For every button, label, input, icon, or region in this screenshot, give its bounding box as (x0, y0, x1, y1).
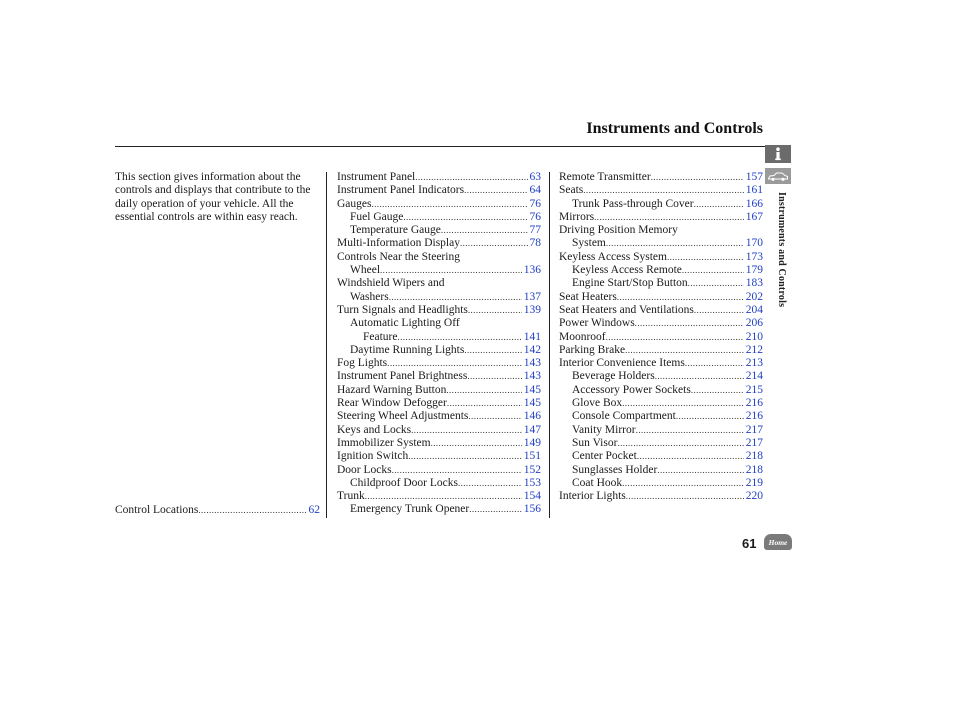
dot-leader (464, 344, 521, 357)
column-divider (549, 172, 550, 518)
toc-entry[interactable] (337, 477, 541, 490)
toc-entry-page-link[interactable]: 220 (745, 490, 763, 503)
dot-leader (392, 464, 522, 477)
toc-entry[interactable] (337, 344, 541, 357)
control-locations-entry[interactable] (115, 504, 320, 517)
toc-entry-label: Ignition Switch (337, 450, 409, 463)
toc-entry-page-link[interactable]: 206 (745, 317, 763, 330)
dot-leader (694, 198, 744, 211)
toc-entry[interactable] (559, 291, 763, 304)
toc-entry-label: Trunk (337, 490, 365, 503)
toc-entry-page-link[interactable]: 157 (745, 171, 763, 183)
dot-leader (468, 410, 521, 423)
toc-entry[interactable] (559, 304, 763, 317)
dot-leader (626, 490, 744, 503)
dot-leader (688, 277, 744, 290)
dot-leader (651, 171, 744, 184)
toc-entry-page-link[interactable]: 154 (523, 490, 541, 503)
toc-entry[interactable] (559, 370, 763, 383)
toc-entry-page-link[interactable]: 77 (529, 224, 541, 237)
toc-entry-label: Interior Convenience Items (559, 357, 685, 370)
toc-entry-label: Keyless Access System (559, 250, 667, 263)
toc-entry[interactable] (337, 264, 541, 277)
toc-entry-page-link[interactable]: 173 (745, 250, 763, 263)
toc-entry[interactable] (559, 317, 763, 330)
toc-entry-label: Feature (363, 330, 398, 343)
toc-entry-label: Washers (350, 290, 389, 303)
toc-entry-label: Instrument Panel (337, 171, 416, 183)
toc-entry (337, 277, 541, 290)
toc-entry[interactable] (337, 384, 541, 397)
toc-entry[interactable] (337, 357, 541, 370)
toc-entry-page-link[interactable]: 142 (523, 343, 541, 356)
toc-entry-label: Seat Heaters (559, 290, 617, 303)
toc-entry[interactable] (559, 211, 763, 224)
toc-entry[interactable] (559, 357, 763, 370)
toc-entry[interactable] (337, 370, 541, 383)
toc-entry[interactable] (559, 397, 763, 410)
toc-entry[interactable] (559, 184, 763, 197)
toc-entry-page-link[interactable]: 214 (745, 370, 763, 383)
toc-entry-label: Vanity Mirror (572, 423, 636, 436)
toc-entry-label: Immobilizer System (337, 436, 431, 449)
dot-leader (606, 237, 744, 250)
toc-entry-page-link[interactable]: 216 (745, 410, 763, 423)
toc-entry-page-link[interactable]: 216 (745, 397, 763, 410)
toc-entry-label: Instrument Panel Indicators (337, 184, 465, 197)
entry-label: Control Locations (115, 504, 199, 516)
toc-entry-page-link[interactable]: 179 (745, 264, 763, 277)
toc-entry-page-link[interactable]: 145 (523, 383, 541, 396)
toc-entry-page-link[interactable]: 76 (529, 210, 541, 223)
side-tab-label: Instruments and Controls (776, 192, 787, 308)
toc-entry-label: Keyless Access Remote (572, 264, 682, 277)
toc-entry-label: Sun Visor (572, 436, 618, 449)
toc-entry-page-link[interactable]: 204 (745, 303, 763, 316)
dot-leader (594, 211, 744, 224)
toc-entry[interactable] (337, 224, 541, 237)
toc-entry-page-link[interactable]: 136 (523, 264, 541, 277)
toc-entry-label: Childproof Door Locks (350, 476, 458, 489)
toc-entry[interactable] (559, 171, 763, 184)
toc-entry-page-link[interactable]: 167 (745, 210, 763, 223)
toc-entry-label: Steering Wheel Adjustments (337, 410, 469, 423)
toc-entry-page-link[interactable]: 217 (745, 436, 763, 449)
toc-entry-label: Parking Brake (559, 343, 626, 356)
toc-entry[interactable] (337, 198, 541, 211)
dot-leader (617, 291, 744, 304)
toc-entry[interactable] (337, 464, 541, 477)
dot-leader (691, 384, 744, 397)
toc-entry[interactable] (337, 304, 541, 317)
car-tab[interactable] (765, 168, 791, 184)
toc-entry-page-link[interactable]: 161 (745, 184, 763, 197)
toc-entry-page-link[interactable]: 218 (745, 463, 763, 476)
toc-entry[interactable] (337, 171, 541, 184)
toc-entry-page-link[interactable]: 202 (745, 290, 763, 303)
toc-entry[interactable] (559, 344, 763, 357)
toc-entry[interactable] (559, 251, 763, 264)
dot-leader (447, 397, 522, 410)
title-rule (115, 146, 791, 147)
dot-leader (468, 304, 522, 317)
toc-entry-label: Keys and Locks (337, 423, 412, 436)
dot-leader (387, 357, 522, 370)
toc-entry[interactable] (337, 237, 541, 250)
toc-entry[interactable] (337, 450, 541, 463)
dot-leader (583, 184, 743, 197)
toc-entry-label: Automatic Lighting Off (350, 317, 460, 330)
info-icon (773, 147, 783, 161)
dot-leader (431, 437, 522, 450)
dot-leader (411, 424, 522, 437)
dot-leader (625, 344, 744, 357)
dot-leader (403, 211, 527, 224)
toc-entry-label: Driving Position Memory (559, 224, 678, 237)
toc-entry-page-link[interactable]: 212 (745, 343, 763, 356)
toc-entry-page-link[interactable]: 217 (745, 423, 763, 436)
dot-leader (467, 370, 521, 383)
toc-entry-label: Controls Near the Steering (337, 250, 460, 263)
toc-entry[interactable] (337, 211, 541, 224)
toc-entry-page-link[interactable]: 151 (523, 450, 541, 463)
toc-entry (337, 317, 541, 330)
toc-entry-label: Fuel Gauge (350, 210, 404, 223)
dot-leader (606, 331, 744, 344)
dot-leader (622, 397, 744, 410)
dot-leader (446, 384, 521, 397)
dot-leader (657, 464, 743, 477)
toc-entry-label: Rear Window Defogger (337, 397, 447, 410)
page-number: 61 (742, 536, 757, 551)
dot-leader (667, 251, 744, 264)
dot-leader (617, 437, 743, 450)
toc-entry[interactable] (337, 490, 541, 503)
car-icon (767, 171, 789, 182)
toc-entry-label: System (572, 237, 606, 250)
toc-entry-label: Power Windows (559, 317, 635, 330)
dot-leader (460, 237, 528, 250)
toc-entry[interactable] (337, 424, 541, 437)
dot-leader (682, 264, 744, 277)
toc-entry-page-link[interactable]: 141 (523, 330, 541, 343)
dot-leader (636, 424, 744, 437)
toc-entry-page-link[interactable]: 143 (523, 357, 541, 370)
toc-entry[interactable] (337, 410, 541, 423)
toc-entry[interactable] (559, 437, 763, 450)
dot-leader (635, 317, 744, 330)
toc-entry-label: Console Compartment (572, 410, 676, 423)
dot-leader (458, 477, 522, 490)
toc-entry-page-link[interactable]: 63 (529, 171, 541, 183)
toc-entry[interactable] (559, 410, 763, 423)
toc-entry[interactable] (559, 424, 763, 437)
toc-entry-page-link[interactable]: 146 (523, 410, 541, 423)
toc-entry-page-link[interactable]: 139 (523, 303, 541, 316)
info-tab[interactable] (765, 145, 791, 163)
toc-entry-page-link[interactable]: 210 (745, 330, 763, 343)
toc-entry[interactable] (559, 277, 763, 290)
toc-entry-page-link[interactable]: 149 (523, 436, 541, 449)
dot-leader (464, 184, 527, 197)
toc-entry[interactable] (559, 198, 763, 211)
toc-entry-page-link[interactable]: 156 (523, 503, 541, 516)
toc-entry-label: Seat Heaters and Ventilations (559, 303, 694, 316)
toc-entry[interactable] (559, 264, 763, 277)
dot-leader (676, 410, 744, 423)
toc-entry-label: Hazard Warning Button (337, 383, 447, 396)
toc-entry[interactable] (559, 477, 763, 490)
toc-entry-page-link[interactable]: 152 (523, 463, 541, 476)
home-button[interactable] (764, 534, 792, 550)
column-divider (326, 172, 327, 518)
toc-entry[interactable] (559, 450, 763, 463)
toc-entry[interactable] (337, 397, 541, 410)
toc-entry-page-link[interactable]: 213 (745, 357, 763, 370)
dot-leader (365, 490, 522, 503)
toc-entry[interactable] (337, 503, 541, 516)
toc-entry-label: Coat Hook (572, 476, 623, 489)
contents-column-1 (337, 171, 541, 517)
dot-leader (655, 370, 744, 383)
intro-paragraph: This section gives information about the controls and displays that contribute to the daily operation of your vehicle. All the essential controls are within easy reach. (115, 171, 311, 223)
toc-entry-label: Wheel (350, 264, 381, 277)
dot-leader (469, 503, 522, 516)
dot-leader (380, 264, 522, 277)
toc-entry-page-link[interactable]: 219 (745, 476, 763, 489)
toc-entry-page-link[interactable]: 183 (745, 277, 763, 290)
contents-column-2 (559, 171, 763, 503)
toc-entry[interactable] (559, 384, 763, 397)
entry-page-link[interactable]: 62 (308, 504, 320, 516)
toc-entry-page-link[interactable]: 145 (523, 397, 541, 410)
dot-leader (408, 450, 522, 463)
toc-entry[interactable] (337, 291, 541, 304)
toc-entry-label: Windshield Wipers and (337, 277, 445, 290)
toc-entry-label: Emergency Trunk Opener (350, 503, 470, 516)
toc-entry-label: Mirrors (559, 210, 595, 223)
toc-entry-page-link[interactable]: 78 (529, 237, 541, 250)
toc-entry-label: Trunk Pass-through Cover (572, 197, 694, 210)
toc-entry-label: Multi-Information Display (337, 237, 460, 250)
toc-entry-page-link[interactable]: 218 (745, 450, 763, 463)
toc-entry-label: Door Locks (337, 463, 392, 476)
toc-entry[interactable] (559, 331, 763, 344)
dot-leader (198, 504, 306, 517)
toc-entry-label: Glove Box (572, 397, 623, 410)
toc-entry-label: Moonroof (559, 330, 606, 343)
toc-entry[interactable] (559, 464, 763, 477)
toc-entry-label: Remote Transmitter (559, 171, 651, 183)
toc-entry-page-link[interactable]: 170 (745, 237, 763, 250)
dot-leader (441, 224, 528, 237)
dot-leader (372, 198, 528, 211)
dot-leader (694, 304, 744, 317)
toc-entry-page-link[interactable]: 137 (523, 290, 541, 303)
toc-entry-label: Instrument Panel Brightness (337, 370, 468, 383)
toc-entry[interactable] (337, 437, 541, 450)
dot-leader (685, 357, 744, 370)
toc-entry[interactable] (559, 237, 763, 250)
toc-entry-label: Seats (559, 184, 584, 197)
toc-entry-label: Daytime Running Lights (350, 343, 465, 356)
dot-leader (415, 171, 527, 184)
dot-leader (637, 450, 744, 463)
toc-entry[interactable] (559, 490, 763, 503)
toc-entry-page-link[interactable]: 76 (529, 197, 541, 210)
toc-entry-label: Sunglasses Holder (572, 463, 658, 476)
toc-entry-page-link[interactable]: 166 (745, 197, 763, 210)
toc-entry-page-link[interactable]: 153 (523, 476, 541, 489)
toc-entry-label: Interior Lights (559, 490, 626, 503)
toc-entry-page-link[interactable]: 215 (745, 383, 763, 396)
toc-entry-page-link[interactable]: 64 (529, 184, 541, 197)
dot-leader (397, 331, 521, 344)
dot-leader (622, 477, 744, 490)
toc-entry-page-link[interactable]: 143 (523, 370, 541, 383)
toc-entry[interactable] (337, 331, 541, 344)
toc-entry (337, 251, 541, 264)
toc-entry-label: Fog Lights (337, 357, 388, 370)
toc-entry-label: Center Pocket (572, 450, 637, 463)
home-label: Home (768, 537, 788, 547)
toc-entry-label: Gauges (337, 197, 372, 210)
toc-entry-label: Turn Signals and Headlights (337, 303, 468, 316)
toc-entry[interactable] (337, 184, 541, 197)
toc-entry-label: Temperature Gauge (350, 224, 441, 237)
toc-entry (559, 224, 763, 237)
dot-leader (389, 291, 522, 304)
page-title: Instruments and Controls (586, 120, 763, 137)
toc-entry-page-link[interactable]: 147 (523, 423, 541, 436)
toc-entry-label: Accessory Power Sockets (572, 383, 691, 396)
toc-entry-label: Beverage Holders (572, 370, 655, 383)
toc-entry-label: Engine Start/Stop Button (572, 277, 688, 290)
